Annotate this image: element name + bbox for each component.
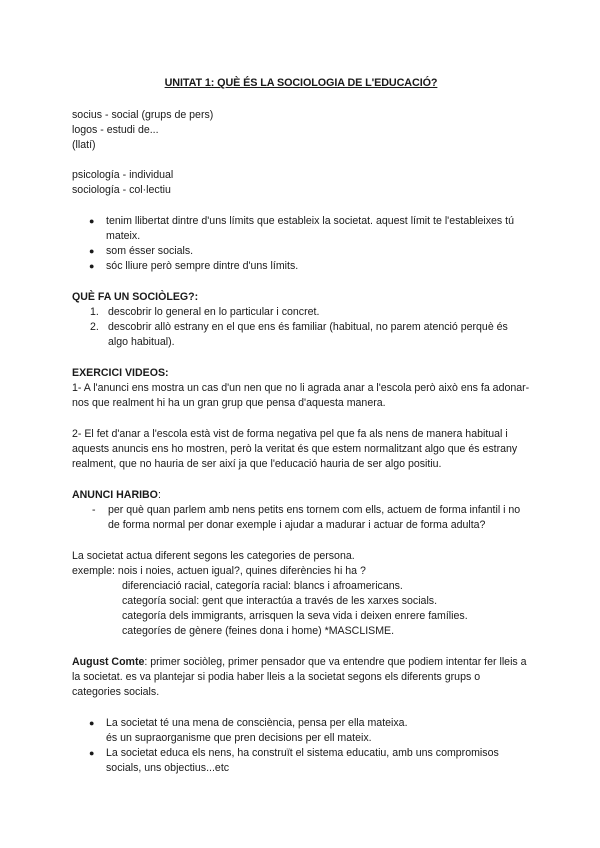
- document-page: [72, 76, 530, 776]
- section-heading-videos: EXERCICI VIDEOS:: [72, 367, 169, 379]
- societat-line-2: exemple: nois i noies, actuen igual?, quines diferències hi ha ?: [72, 565, 366, 577]
- bullet-icon: ●: [89, 748, 95, 758]
- societat-line-1: La societat actua diferent segons les categories de persona.: [72, 550, 355, 562]
- bullet-icon: ●: [89, 261, 95, 271]
- numbered-list: [72, 305, 530, 350]
- etymology-line-1: socius - social (grups de pers): [72, 109, 214, 121]
- comte-text: : primer sociòleg, primer pensador que va entendre que podiem intentar fer lleis a la societat. es va plantejar si podia haber lleis a la societat segons els diferents grups o categories socials.: [72, 656, 527, 698]
- comte-paragraph: [72, 655, 530, 700]
- list-item-text: descobrir lo general en lo particular i concret.: [108, 306, 320, 318]
- videos-paragraph-1: 1- A l'anunci ens mostra un cas d'un nen que no li agrada anar a l'escola però això ens fa adonar-nos que realment hi ha un gran grup que pensa d'aquesta manera.: [72, 382, 530, 409]
- section-heading-haribo-line: [72, 488, 530, 503]
- list-item-text: descobrir allò estrany en el que ens és familiar (habitual, no parem atenció perquè és algo habitual).: [108, 321, 508, 348]
- videos-paragraph-2: 2- El fet d'anar a l'escola està vist de forma negativa pel que fa als nens de manera habitual i aquests anuncis ens ho mostren, però la veritat és que estem normalitzant algo que és estrany realment, que no hauria de ser així ja que l'educació hauria de ser algo positiu.: [72, 428, 518, 470]
- contrast-line-2: sociología - col·lectiu: [72, 184, 171, 196]
- list-item-text: sóc lliure però sempre dintre d'uns límits.: [106, 260, 299, 272]
- category-line: diferenciació racial, categoría racial: blancs i afroamericans.: [122, 580, 403, 592]
- list-item: [72, 244, 530, 259]
- list-item: [72, 716, 530, 746]
- category-line: categoría dels immigrants, arrisquen la seva vida i deixen enrere famílies.: [122, 610, 468, 622]
- page-title: UNITAT 1: QUÈ ÉS LA SOCIOLOGIA DE L'EDUCACIÓ?: [164, 77, 438, 89]
- section-heading-sociolog: QUÈ FA UN SOCIÒLEG?:: [72, 291, 199, 303]
- list-item-text: tenim llibertat dintre d'uns límits que estableix la societat. aquest límit te l'estableixes tú mateix.: [106, 215, 514, 242]
- dash-marker: -: [92, 504, 96, 516]
- list-item-text: som ésser socials.: [106, 245, 194, 257]
- bullet-icon: ●: [89, 718, 95, 728]
- list-item: [72, 320, 530, 350]
- list-item-text: per què quan parlem amb nens petits ens tornem com ells, actuem de forma infantil i no de forma normal per donar exemple i ajudar a madurar i actuar de forma adulta?: [108, 504, 521, 531]
- list-item: [72, 746, 530, 776]
- list-item: [72, 259, 530, 274]
- bullet-list-1: [72, 214, 530, 274]
- category-line: categoríes de gènere (feines dona i home) *MASCLISME.: [122, 625, 395, 637]
- bullet-icon: ●: [89, 216, 95, 226]
- category-line: categoría social: gent que interactúa a través de les xarxes socials.: [122, 595, 438, 607]
- section-heading-haribo: ANUNCI HARIBO: [72, 489, 158, 501]
- etymology-line-3: (llatí): [72, 139, 96, 151]
- item-number: 1.: [90, 306, 99, 318]
- bullet-list-2: [72, 716, 530, 776]
- list-item-text: La societat educa els nens, ha construït el sistema educatiu, amb uns compromisos socials, uns objectius...etc: [106, 747, 499, 774]
- heading-colon: :: [157, 489, 161, 501]
- bullet-icon: ●: [89, 246, 95, 256]
- list-item-text: és un supraorganisme que pren decisions per ell mateix.: [106, 732, 372, 744]
- dash-list: [72, 503, 530, 533]
- comte-name: August Comte: [72, 656, 145, 668]
- list-item: [72, 305, 530, 320]
- list-item-text: La societat té una mena de consciència, pensa per ella mateixa.: [106, 717, 408, 729]
- contrast-line-1: psicología - individual: [72, 169, 174, 181]
- list-item: [72, 214, 530, 244]
- list-item: [72, 503, 530, 533]
- etymology-line-2: logos - estudi de...: [72, 124, 159, 136]
- item-number: 2.: [90, 321, 99, 333]
